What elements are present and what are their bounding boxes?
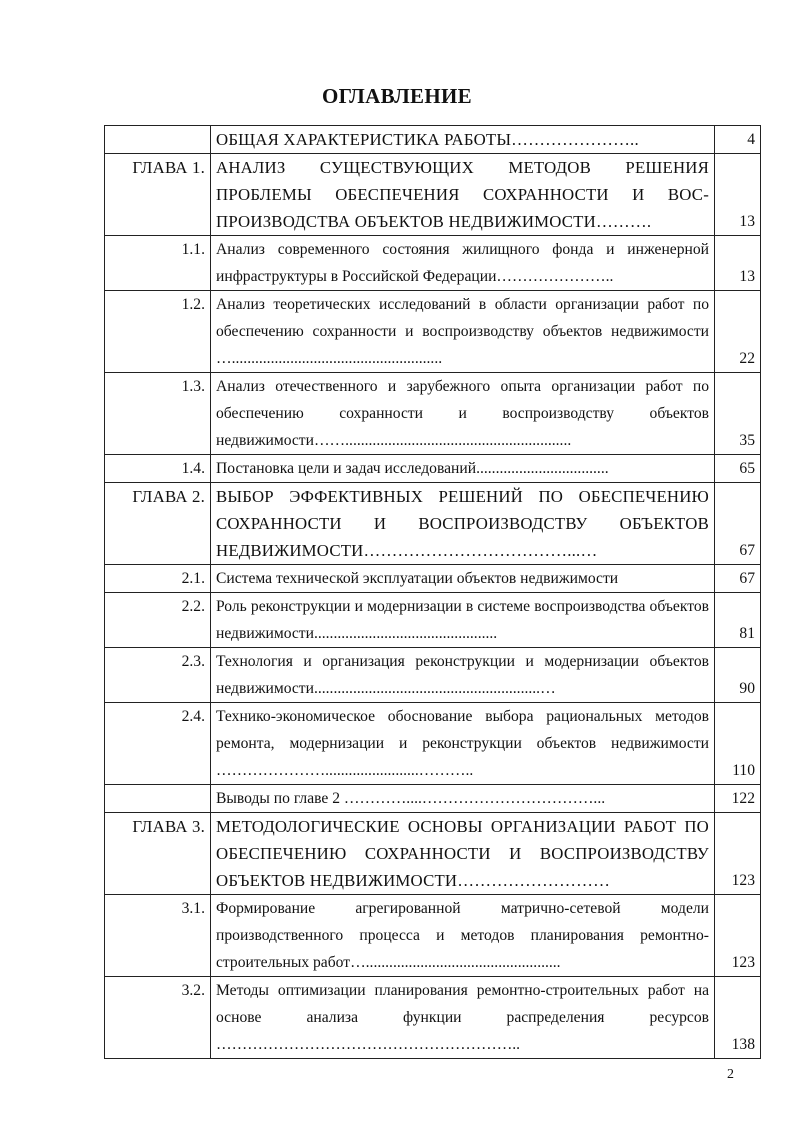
toc-entry-title: Технология и организация реконструкции и модернизации объектов недвижимости..........................................................… xyxy=(211,648,715,703)
toc-row xyxy=(105,126,761,154)
toc-entry-page: 90 xyxy=(715,648,761,703)
toc-row xyxy=(105,236,761,291)
toc-entry-page: 138 xyxy=(715,977,761,1059)
toc-entry-number: 1.4. xyxy=(105,455,211,483)
toc-entry-number: ГЛАВА 3. xyxy=(105,813,211,895)
toc-entry-number: 2.3. xyxy=(105,648,211,703)
toc-row xyxy=(105,483,761,565)
toc-entry-page: 22 xyxy=(715,291,761,373)
toc-entry-title: ВЫБОР ЭФФЕКТИВНЫХ РЕШЕНИЙ ПО ОБЕСПЕЧЕНИЮ СОХРАННОСТИ И ВОСПРОИЗВОДСТВУ ОБЪЕКТОВ НЕДВИЖИМОСТИ………………………………...… xyxy=(211,483,715,565)
toc-entry-number: 2.4. xyxy=(105,703,211,785)
toc-row xyxy=(105,648,761,703)
toc-entry-page: 110 xyxy=(715,703,761,785)
toc-entry-number: ГЛАВА 2. xyxy=(105,483,211,565)
toc-entry-page: 35 xyxy=(715,373,761,455)
toc-entry-title: Анализ современного состояния жилищного фонда и инженерной инфраструктуры в Российской Федерации………………….. xyxy=(211,236,715,291)
toc-entry-title: Система технической эксплуатации объектов недвижимости xyxy=(211,565,715,593)
toc-entry-title: Технико-экономическое обоснование выбора рациональных методов ремонта, модернизации и реконструкции объектов недвижимости …………………........................……….. xyxy=(211,703,715,785)
toc-entry-number: 3.1. xyxy=(105,895,211,977)
toc-entry-page: 67 xyxy=(715,565,761,593)
toc-entry-page: 65 xyxy=(715,455,761,483)
toc-row xyxy=(105,895,761,977)
toc-row xyxy=(105,977,761,1059)
toc-entry-page: 4 xyxy=(715,126,761,154)
toc-entry-title: Анализ отечественного и зарубежного опыта организации работ по обеспечению сохранности и воспроизводству объектов недвижимости…….......................................................... xyxy=(211,373,715,455)
toc-row xyxy=(105,593,761,648)
toc-entry-title: Выводы по главе 2 …………....……………………………... xyxy=(211,785,715,813)
page-title: ОГЛАВЛЕНИЕ xyxy=(322,84,472,108)
toc-entry-title: Анализ теоретических исследований в области организации работ по обеспечению сохранности и воспроизводству объектов недвижимости …...................................................... xyxy=(211,291,715,373)
toc-row xyxy=(105,813,761,895)
toc-entry-number: 2.1. xyxy=(105,565,211,593)
toc-entry-page: 122 xyxy=(715,785,761,813)
toc-entry-number xyxy=(105,785,211,813)
toc-entry-number: 1.1. xyxy=(105,236,211,291)
toc-row xyxy=(105,703,761,785)
toc-row xyxy=(105,455,761,483)
toc-entry-number: ГЛАВА 1. xyxy=(105,154,211,236)
toc-entry-number xyxy=(105,126,211,154)
toc-entry-page: 123 xyxy=(715,813,761,895)
toc-entry-number: 3.2. xyxy=(105,977,211,1059)
toc-entry-title: МЕТОДОЛОГИЧЕСКИЕ ОСНОВЫ ОРГАНИЗАЦИИ РАБОТ ПО ОБЕСПЕЧЕНИЮ СОХРАННОСТИ И ВОСПРОИЗВОДСТВУ ОБЪЕКТОВ НЕДВИЖИМОСТИ……………………… xyxy=(211,813,715,895)
toc-table xyxy=(104,125,761,1059)
toc-row xyxy=(105,785,761,813)
toc-entry-page: 81 xyxy=(715,593,761,648)
toc-entry-title: ОБЩАЯ ХАРАКТЕРИСТИКА РАБОТЫ………………….. xyxy=(211,126,715,154)
page-number: 2 xyxy=(727,1067,734,1082)
toc-entry-title: Постановка цели и задач исследований.................................. xyxy=(211,455,715,483)
toc-row xyxy=(105,291,761,373)
toc-entry-page: 123 xyxy=(715,895,761,977)
toc-entry-title: Формирование агрегированной матрично-сетевой модели производственного процесса и методов планирования ремонтно-строительных работ….................................................. xyxy=(211,895,715,977)
toc-row xyxy=(105,373,761,455)
toc-entry-page: 67 xyxy=(715,483,761,565)
toc-entry-page: 13 xyxy=(715,154,761,236)
toc-entry-number: 1.2. xyxy=(105,291,211,373)
toc-entry-number: 1.3. xyxy=(105,373,211,455)
toc-entry-title: АНАЛИЗ СУЩЕСТВУЮЩИХ МЕТОДОВ РЕШЕНИЯ ПРОБЛЕМЫ ОБЕСПЕЧЕНИЯ СОХРАННОСТИ И ВОС-ПРОИЗВОДСТВА ОБЪЕКТОВ НЕДВИЖИМОСТИ………. xyxy=(211,154,715,236)
toc-entry-title: Методы оптимизации планирования ремонтно-строительных работ на основе анализа функции распределения ресурсов ………………………………………………….. xyxy=(211,977,715,1059)
toc-entry-title: Роль реконструкции и модернизации в системе воспроизводства объектов недвижимости............................................... xyxy=(211,593,715,648)
toc-entry-number: 2.2. xyxy=(105,593,211,648)
toc-entry-page: 13 xyxy=(715,236,761,291)
toc-row xyxy=(105,565,761,593)
toc-row xyxy=(105,154,761,236)
